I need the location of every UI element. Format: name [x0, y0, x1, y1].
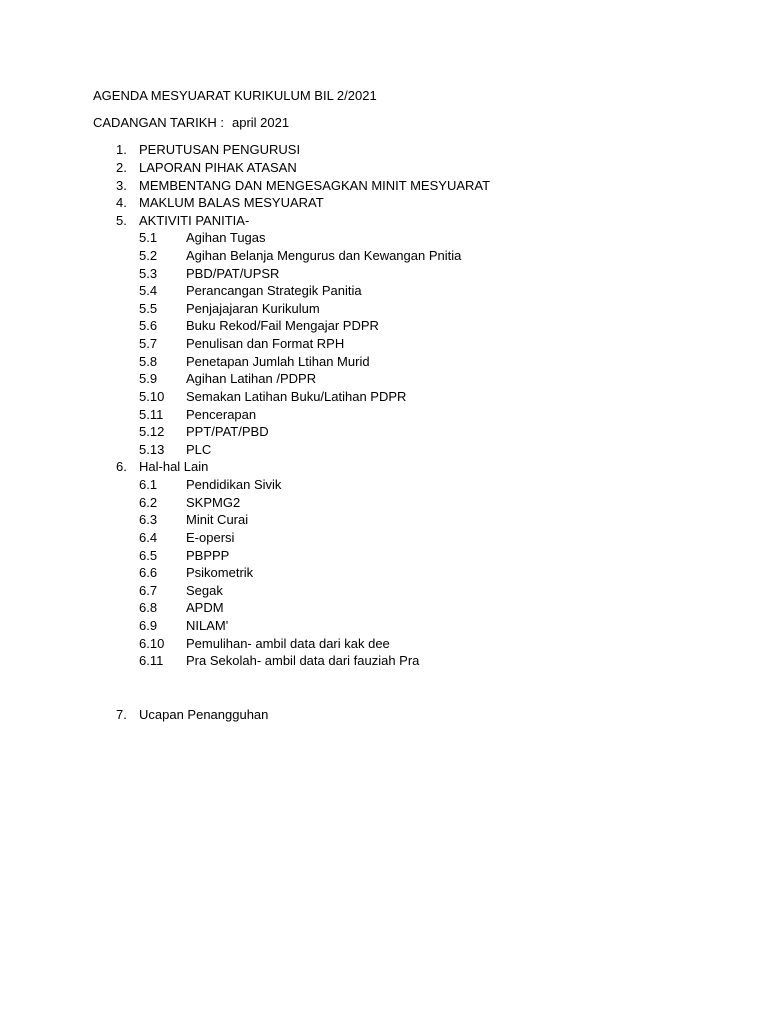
subitem-number: 6.9: [139, 618, 158, 633]
subitem: Pra Sekolah- ambil data dari fauziah Pra: [186, 653, 420, 668]
subitem: Buku Rekod/Fail Mengajar PDPR: [186, 318, 379, 333]
date-value: april 2021: [232, 115, 290, 130]
subitem-number: 5.10: [139, 389, 165, 404]
subitem-number: 5.13: [139, 442, 165, 457]
subitem-number: 6.5: [139, 548, 158, 563]
agenda-number: 3.: [116, 178, 127, 193]
subitem: PPT/PAT/PBD: [186, 424, 269, 439]
agenda-number: 7.: [116, 707, 127, 722]
subitem-number: 6.1: [139, 477, 158, 492]
agenda-item: MEMBENTANG DAN MENGESAGKAN MINIT MESYUARAT: [139, 178, 491, 193]
subitem-number: 6.3: [139, 512, 158, 527]
agenda-item: LAPORAN PIHAK ATASAN: [139, 160, 297, 175]
subitem-number: 5.8: [139, 354, 158, 369]
subitem-number: 5.7: [139, 336, 158, 351]
subitem-number: 6.8: [139, 600, 158, 615]
subitem: Pendidikan Sivik: [186, 477, 282, 492]
agenda-number: 6.: [116, 459, 127, 474]
agenda-number: 1.: [116, 142, 127, 157]
subitem-number: 5.12: [139, 424, 165, 439]
subitem: Pemulihan- ambil data dari kak dee: [186, 636, 390, 651]
subitem: PBD/PAT/UPSR: [186, 266, 280, 281]
subitem: Psikometrik: [186, 565, 254, 580]
subitem: Agihan Belanja Mengurus dan Kewangan Pnitia: [186, 248, 462, 263]
subitem-number: 5.11: [139, 407, 164, 422]
subitem: E-opersi: [186, 530, 235, 545]
subitem-number: 6.7: [139, 583, 158, 598]
subitem-number: 5.6: [139, 318, 158, 333]
subitem-number: 5.4: [139, 283, 158, 298]
subitem: Agihan Tugas: [186, 230, 266, 245]
subitem: Penetapan Jumlah Ltihan Murid: [186, 354, 370, 369]
subitem-number: 6.10: [139, 636, 165, 651]
subitem: Minit Curai: [186, 512, 249, 527]
subitem: Penulisan dan Format RPH: [186, 336, 345, 351]
agenda-number: 4.: [116, 195, 127, 210]
agenda-item: Hal-hal Lain: [139, 459, 209, 474]
subitem-number: 6.11: [139, 653, 164, 668]
document-title: AGENDA MESYUARAT KURIKULUM BIL 2/2021: [93, 88, 377, 103]
agenda-number: 2.: [116, 160, 127, 175]
subitem-number: 5.1: [139, 230, 158, 245]
subitem-number: 6.4: [139, 530, 158, 545]
subitem: SKPMG2: [186, 495, 241, 510]
subitem: Segak: [186, 583, 223, 598]
agenda-item: PERUTUSAN PENGURUSI: [139, 142, 301, 157]
subitem: NILAM': [186, 618, 229, 633]
subitem-number: 5.5: [139, 301, 158, 316]
agenda-number: 5.: [116, 213, 127, 228]
subitem: Penjajajaran Kurikulum: [186, 301, 320, 316]
agenda-item: Ucapan Penangguhan: [139, 707, 269, 722]
subitem-number: 5.3: [139, 266, 158, 281]
subitem-number: 6.2: [139, 495, 158, 510]
agenda-item: MAKLUM BALAS MESYUARAT: [139, 195, 324, 210]
subitem: Semakan Latihan Buku/Latihan PDPR: [186, 389, 407, 404]
subitem-number: 5.2: [139, 248, 158, 263]
subitem: PLC: [186, 442, 212, 457]
date-label: CADANGAN TARIKH :: [93, 115, 224, 130]
subitem: PBPPP: [186, 548, 230, 563]
subitem: APDM: [186, 600, 224, 615]
agenda-item: AKTIVITI PANITIA-: [139, 213, 250, 228]
subitem-number: 5.9: [139, 371, 158, 386]
subitem: Agihan Latihan /PDPR: [186, 371, 317, 386]
subitem-number: 6.6: [139, 565, 158, 580]
subitem: Pencerapan: [186, 407, 257, 422]
subitem: Perancangan Strategik Panitia: [186, 283, 362, 298]
